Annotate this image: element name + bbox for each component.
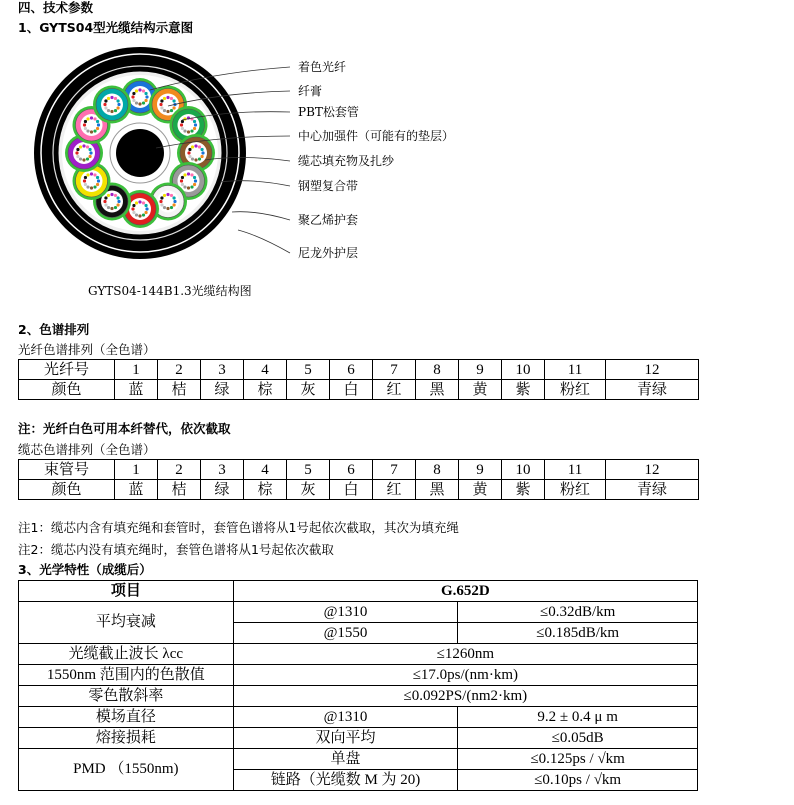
table-row — [19, 728, 698, 749]
slope-value: ≤0.092PS/(nm2·km) — [233, 686, 697, 707]
colored-fiber — [193, 183, 196, 186]
central-strength-member — [116, 129, 164, 177]
colored-fiber — [96, 127, 99, 130]
colored-fiber — [193, 176, 196, 179]
colored-fiber — [181, 127, 184, 130]
colored-fiber — [194, 179, 197, 182]
fiber-number-cell: 10 — [502, 360, 545, 380]
mfd-wavelength: @1310 — [233, 707, 458, 728]
colored-fiber — [163, 97, 166, 100]
colored-fiber — [96, 120, 99, 123]
colored-fiber — [181, 176, 184, 179]
colored-fiber — [163, 194, 166, 197]
colored-fiber — [170, 194, 173, 197]
colored-fiber — [135, 101, 138, 104]
colored-fiber — [131, 207, 134, 210]
colored-fiber — [194, 123, 197, 126]
colored-fiber — [86, 185, 89, 188]
colored-fiber — [76, 155, 79, 158]
colored-fiber — [201, 151, 204, 154]
colored-fiber — [93, 129, 96, 132]
diagram-caption: GYTS04-144B1.3光缆结构图 — [88, 284, 252, 298]
colored-fiber — [193, 127, 196, 130]
colored-fiber — [144, 99, 147, 102]
colored-fiber — [117, 103, 120, 106]
fiber-number-cell: 12 — [606, 360, 699, 380]
colored-fiber — [172, 203, 175, 206]
cable-cross-section-diagram — [0, 40, 560, 310]
colored-fiber — [84, 127, 87, 130]
colored-fiber — [160, 203, 163, 206]
colored-fiber — [135, 213, 138, 216]
fiber-color-cell: 灰 — [287, 380, 330, 400]
table-row — [19, 665, 698, 686]
tube-number-cell: 6 — [330, 460, 373, 480]
colored-fiber — [159, 103, 162, 106]
tube-number-cell: 1 — [115, 460, 158, 480]
colored-fiber — [110, 110, 113, 113]
tube-number-cell: 7 — [373, 460, 416, 480]
colored-fiber — [172, 106, 175, 109]
tube-color-table — [18, 459, 699, 500]
white-fiber-note: 注：光纤白色可用本纤替代，依次截取 — [18, 421, 231, 436]
tube-color-cell: 蓝 — [115, 480, 158, 500]
colored-fiber — [173, 200, 176, 203]
fiber-number-cell: 7 — [373, 360, 416, 380]
fiber-color-cell: 青绿 — [606, 380, 699, 400]
colored-fiber — [144, 211, 147, 214]
colored-fiber — [183, 185, 186, 188]
colored-fiber — [187, 151, 190, 154]
colored-fiber — [83, 123, 86, 126]
tube-number-cell: 3 — [201, 460, 244, 480]
colored-fiber — [79, 157, 82, 160]
table-row — [19, 602, 698, 623]
colored-fiber — [142, 201, 145, 204]
table-row — [19, 686, 698, 707]
tube-color-cell: 粉红 — [545, 480, 606, 500]
colored-fiber — [84, 176, 87, 179]
colored-fiber — [183, 173, 186, 176]
leader-line — [232, 212, 290, 220]
colored-fiber — [117, 200, 120, 203]
colored-fiber — [190, 129, 193, 132]
colored-fiber — [86, 117, 89, 120]
colored-fiber — [166, 96, 169, 99]
colored-fiber — [114, 194, 117, 197]
diagram-label-7: 聚乙烯护套 — [298, 213, 359, 227]
colored-fiber — [90, 186, 93, 189]
colored-fiber — [191, 145, 194, 148]
colored-fiber — [131, 95, 134, 98]
attenuation-wavelength-2: @1550 — [233, 623, 458, 644]
pmd-label: PMD （1550nm) — [19, 749, 234, 791]
fiber-number-cell: 5 — [287, 360, 330, 380]
colored-fiber — [187, 130, 190, 133]
pmd-value-2: ≤0.10ps / √km — [458, 770, 698, 791]
colored-fiber — [84, 183, 87, 186]
table-row — [19, 707, 698, 728]
fiber-color-cell: 黄 — [459, 380, 502, 400]
slope-label: 零色散斜率 — [19, 686, 234, 707]
fiber-number-row — [19, 360, 699, 380]
fiber-color-subtitle: 光纤色谱排列（全色谱） — [18, 342, 156, 357]
colored-fiber — [198, 157, 201, 160]
section-title: 四、技术参数 — [18, 0, 94, 15]
header-standard: G.652D — [233, 581, 697, 602]
tube-number-row — [19, 460, 699, 480]
colored-fiber — [142, 89, 145, 92]
attenuation-label: 平均衰减 — [19, 602, 234, 644]
colored-fiber — [116, 203, 119, 206]
colored-fiber — [142, 101, 145, 104]
mfd-value: 9.2 ± 0.4 μ m — [458, 707, 698, 728]
colored-fiber — [144, 204, 147, 207]
colored-fiber — [145, 207, 148, 210]
tube-color-cell: 红 — [373, 480, 416, 500]
color-section-title: 2、色谱排列 — [18, 322, 90, 337]
fiber-number-cell: 1 — [115, 360, 158, 380]
colored-fiber — [160, 106, 163, 109]
fiber-number-cell: 11 — [545, 360, 606, 380]
diagram-label-4: 中心加强件（可能有的垫层） — [298, 129, 455, 143]
fiber-number-cell: 4 — [244, 360, 287, 380]
colored-fiber — [96, 176, 99, 179]
colored-fiber — [116, 196, 119, 199]
colored-fiber — [166, 207, 169, 210]
colored-fiber — [135, 201, 138, 204]
colored-fiber — [180, 179, 183, 182]
colored-fiber — [132, 92, 135, 95]
colored-fiber — [138, 214, 141, 217]
colored-fiber — [138, 88, 141, 91]
fiber-color-cell: 桔 — [158, 380, 201, 400]
attenuation-value-1: ≤0.32dB/km — [458, 602, 698, 623]
fiber-color-cell: 蓝 — [115, 380, 158, 400]
tube-color-cell: 灰 — [287, 480, 330, 500]
colored-fiber — [194, 144, 197, 147]
colored-fiber — [82, 158, 85, 161]
colored-fiber — [190, 185, 193, 188]
colored-fiber — [170, 206, 173, 209]
fiber-color-row — [19, 380, 699, 400]
dispersion-value: ≤17.0ps/(nm·km) — [233, 665, 697, 686]
fiber-color-cell: 黑 — [416, 380, 459, 400]
colored-fiber — [166, 193, 169, 196]
colored-fiber — [97, 179, 100, 182]
colored-fiber — [90, 172, 93, 175]
colored-fiber — [83, 179, 86, 182]
fiber-color-cell: 紫 — [502, 380, 545, 400]
cutoff-value: ≤1260nm — [233, 644, 697, 665]
colored-fiber — [82, 144, 85, 147]
attenuation-value-2: ≤0.185dB/km — [458, 623, 698, 644]
pmd-value-1: ≤0.125ps / √km — [458, 749, 698, 770]
colored-fiber — [144, 92, 147, 95]
colored-fiber — [180, 123, 183, 126]
colored-fiber — [200, 148, 203, 151]
colored-fiber — [193, 120, 196, 123]
colored-fiber — [188, 148, 191, 151]
diagram-labels — [298, 59, 454, 260]
fiber-number-cell: 光纤号 — [19, 360, 115, 380]
colored-fiber — [96, 183, 99, 186]
tube-color-cell: 棕 — [244, 480, 287, 500]
colored-fiber — [132, 99, 135, 102]
colored-fiber — [88, 155, 91, 158]
fiber-number-cell: 9 — [459, 360, 502, 380]
tube-color-cell: 绿 — [201, 480, 244, 500]
colored-fiber — [107, 206, 110, 209]
diagram-label-3: PBT松套管 — [298, 105, 359, 119]
colored-fiber — [110, 207, 113, 210]
colored-fiber — [114, 97, 117, 100]
tube-number-cell: 4 — [244, 460, 287, 480]
cutoff-label: 光缆截止波长 λcc — [19, 644, 234, 665]
tube-color-cell: 桔 — [158, 480, 201, 500]
fiber-color-cell: 棕 — [244, 380, 287, 400]
fiber-number-cell: 8 — [416, 360, 459, 380]
colored-fiber — [166, 110, 169, 113]
diagram-label-5: 缆芯填充物及扎纱 — [298, 154, 395, 168]
splice-value: ≤0.05dB — [458, 728, 698, 749]
colored-fiber — [110, 96, 113, 99]
colored-fiber — [104, 99, 107, 102]
colored-fiber — [172, 99, 175, 102]
colored-fiber — [132, 204, 135, 207]
fiber-color-cell: 粉红 — [545, 380, 606, 400]
tube-color-cell: 黑 — [416, 480, 459, 500]
colored-fiber — [86, 157, 89, 160]
tube-number-cell: 11 — [545, 460, 606, 480]
colored-fiber — [107, 109, 110, 112]
colored-fiber — [103, 200, 106, 203]
colored-fiber — [114, 206, 117, 209]
note-2: 注2：缆芯内没有填充绳时，套管色谱将从1号起依次截取 — [18, 542, 334, 557]
colored-fiber — [187, 186, 190, 189]
splice-condition: 双向平均 — [233, 728, 458, 749]
colored-fiber — [160, 99, 163, 102]
colored-fiber — [138, 200, 141, 203]
colored-fiber — [116, 106, 119, 109]
colored-fiber — [76, 148, 79, 151]
diagram-label-1: 着色光纤 — [298, 60, 347, 74]
colored-fiber — [183, 129, 186, 132]
colored-fiber — [181, 120, 184, 123]
colored-fiber — [170, 109, 173, 112]
diagram-title: 1、GYTS04型光缆结构示意图 — [18, 20, 194, 35]
cable-cross-section — [34, 47, 246, 259]
colored-fiber — [159, 200, 162, 203]
colored-fiber — [163, 206, 166, 209]
fiber-color-cell: 红 — [373, 380, 416, 400]
colored-fiber — [132, 211, 135, 214]
fiber-color-cell: 颜色 — [19, 380, 115, 400]
colored-fiber — [107, 97, 110, 100]
colored-fiber — [93, 117, 96, 120]
tube-number-cell: 8 — [416, 460, 459, 480]
tube-color-cell: 黄 — [459, 480, 502, 500]
diagram-label-8: 尼龙外护层 — [298, 246, 359, 260]
colored-fiber — [172, 196, 175, 199]
colored-fiber — [188, 155, 191, 158]
tube-number-cell: 2 — [158, 460, 201, 480]
note-1: 注1：缆芯内含有填充绳和套管时，套管色谱将从1号起依次截取，其次为填充绳 — [18, 520, 459, 535]
colored-fiber — [170, 97, 173, 100]
colored-fiber — [93, 173, 96, 176]
fiber-number-cell: 2 — [158, 360, 201, 380]
colored-fiber — [187, 172, 190, 175]
table-header-row — [19, 581, 698, 602]
dispersion-label: 1550nm 范围内的色散值 — [19, 665, 234, 686]
optical-title: 3、光学特性（成缆后） — [18, 562, 152, 577]
fiber-number-cell: 3 — [201, 360, 244, 380]
diagram-label-6: 钢塑复合带 — [298, 179, 359, 193]
table-row — [19, 749, 698, 770]
pmd-condition-1: 单盘 — [233, 749, 458, 770]
leader-line — [238, 230, 290, 253]
optical-properties-table — [18, 580, 698, 791]
tube-color-cell: 白 — [330, 480, 373, 500]
fiber-color-table — [18, 359, 699, 400]
tube-color-row — [19, 480, 699, 500]
fiber-number-cell: 6 — [330, 360, 373, 380]
colored-fiber — [163, 109, 166, 112]
colored-fiber — [191, 157, 194, 160]
tube-number-cell: 5 — [287, 460, 330, 480]
colored-fiber — [138, 102, 141, 105]
colored-fiber — [104, 196, 107, 199]
fiber-color-cell: 绿 — [201, 380, 244, 400]
colored-fiber — [93, 185, 96, 188]
colored-fiber — [116, 99, 119, 102]
colored-fiber — [194, 158, 197, 161]
colored-fiber — [110, 193, 113, 196]
colored-fiber — [75, 151, 78, 154]
colored-fiber — [107, 194, 110, 197]
colored-fiber — [84, 120, 87, 123]
colored-fiber — [114, 109, 117, 112]
splice-label: 熔接损耗 — [19, 728, 234, 749]
mfd-label: 模场直径 — [19, 707, 234, 728]
colored-fiber — [142, 213, 145, 216]
pmd-condition-2: 链路（光缆数 M 为 20) — [233, 770, 458, 791]
fiber-color-cell: 白 — [330, 380, 373, 400]
tube-number-cell: 束管号 — [19, 460, 115, 480]
colored-fiber — [89, 151, 92, 154]
tube-number-cell: 10 — [502, 460, 545, 480]
colored-fiber — [181, 183, 184, 186]
tube-color-cell: 青绿 — [606, 480, 699, 500]
colored-fiber — [135, 89, 138, 92]
colored-fiber — [90, 130, 93, 133]
tube-number-cell: 9 — [459, 460, 502, 480]
header-item: 项目 — [19, 581, 234, 602]
colored-fiber — [103, 103, 106, 106]
colored-fiber — [198, 145, 201, 148]
tube-color-cell: 颜色 — [19, 480, 115, 500]
colored-fiber — [160, 196, 163, 199]
colored-fiber — [97, 123, 100, 126]
colored-fiber — [88, 148, 91, 151]
colored-fiber — [90, 116, 93, 119]
colored-fiber — [104, 106, 107, 109]
tube-color-cell: 紫 — [502, 480, 545, 500]
colored-fiber — [145, 95, 148, 98]
table-row — [19, 644, 698, 665]
colored-fiber — [86, 145, 89, 148]
colored-fiber — [200, 155, 203, 158]
colored-fiber — [190, 173, 193, 176]
colored-fiber — [104, 203, 107, 206]
tube-number-cell: 12 — [606, 460, 699, 480]
attenuation-wavelength-1: @1310 — [233, 602, 458, 623]
tube-color-subtitle: 缆芯色谱排列（全色谱） — [18, 442, 156, 457]
colored-fiber — [86, 129, 89, 132]
colored-fiber — [79, 145, 82, 148]
diagram-label-2: 纤膏 — [298, 84, 323, 98]
colored-fiber — [86, 173, 89, 176]
